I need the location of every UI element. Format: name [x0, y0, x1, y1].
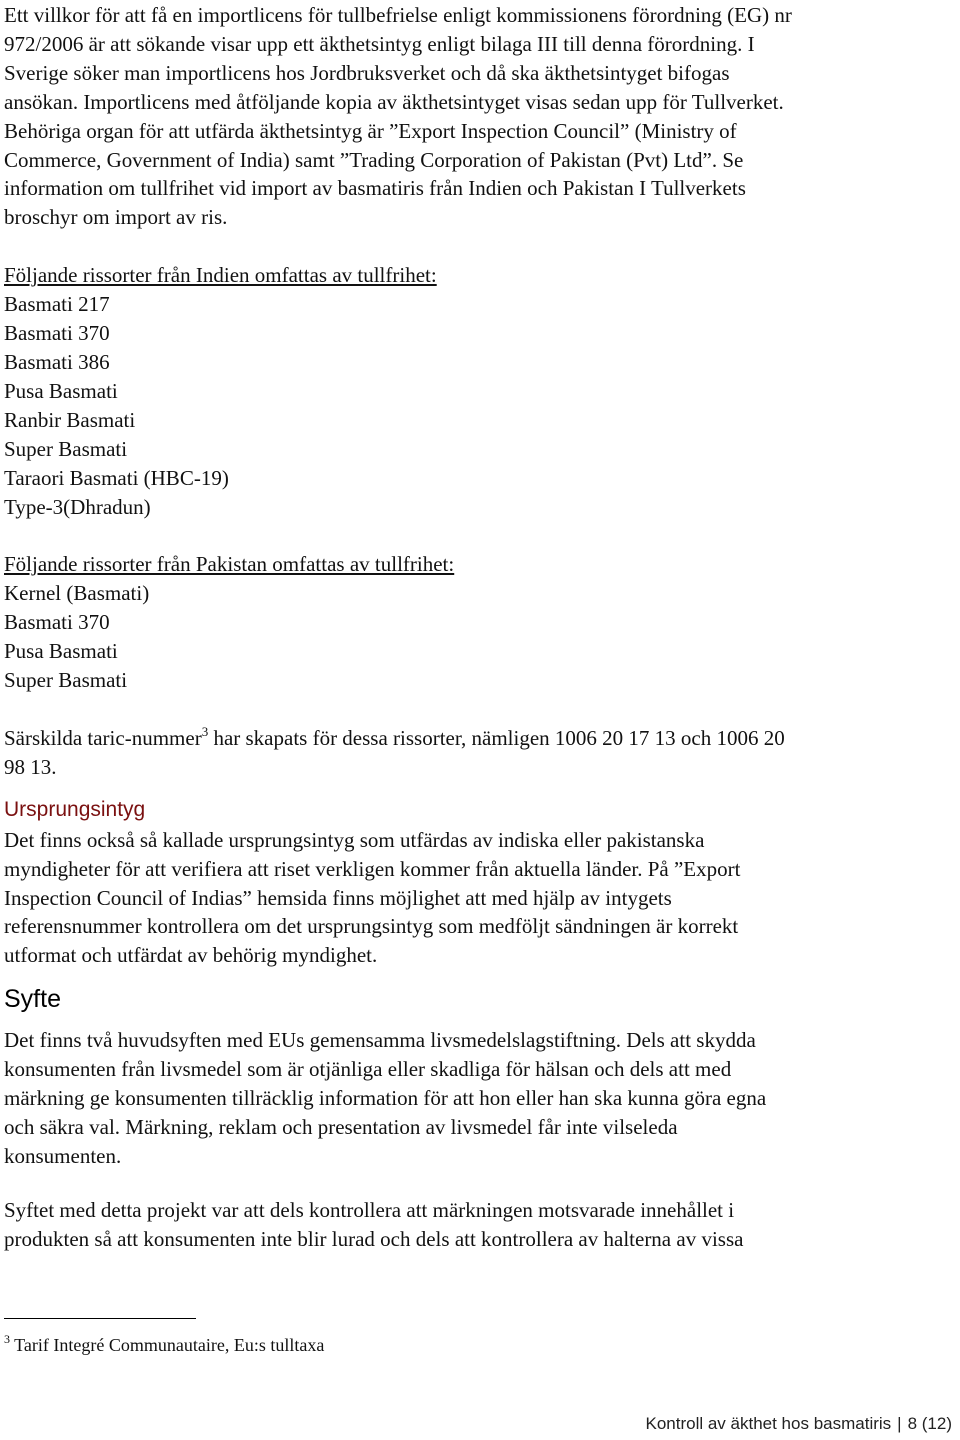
list-item: Ranbir Basmati [4, 407, 136, 432]
text-line: broschyr om import av ris. [4, 205, 228, 230]
footnote [4, 1333, 324, 1357]
ursprungsintyg-paragraph [4, 826, 949, 971]
pakistan-list-heading: Följande rissorter från Pakistan omfattas av tullfrihet: [4, 552, 455, 577]
text-line: Det finns två huvudsyften med EUs gemensamma livsmedelslagstiftning. Dels att skydda [4, 1028, 756, 1053]
text-line: Commerce, Government of India) samt ”Trading Corporation of Pakistan (Pvt) Ltd”. Se [4, 147, 744, 172]
footer-separator: | [897, 1414, 902, 1433]
list-item: Super Basmati [4, 436, 128, 461]
list-item: Basmati 386 [4, 349, 110, 374]
text-line: konsumenten. [4, 1143, 122, 1168]
intro-paragraph [4, 0, 949, 232]
section-heading-ursprungsintyg: Ursprungsintyg [4, 797, 146, 821]
list-item: Kernel (Basmati) [4, 581, 150, 606]
india-list-heading: Följande rissorter från Indien omfattas av tullfrihet: [4, 263, 437, 288]
text-line: Ett villkor för att få en importlicens för tullbefrielse enligt kommissionens förordning (EG) nr [4, 3, 792, 27]
taric-text: har skapats för dessa rissorter, nämligen 1006 20 17 13 och 1006 20 [208, 725, 785, 750]
text-line: 98 13. [4, 754, 57, 779]
text-line: Inspection Council of Indias” hemsida finns möjlighet att med hjälp av intygets [4, 885, 672, 910]
list-item: Super Basmati [4, 668, 128, 693]
pakistan-rice-list [4, 550, 949, 695]
footnote-divider [4, 1318, 196, 1319]
document-page [4, 0, 949, 1254]
text-line: märkning ge konsumenten tillräcklig information för att hon eller han ska kunna göra egna [4, 1086, 767, 1111]
text-line: 972/2006 är att sökande visar upp ett äkthetsintyg enligt bilaga III till denna förordning. I [4, 31, 755, 56]
text-line: utformat och utfärdat av behörig myndighet. [4, 943, 378, 968]
taric-paragraph [4, 724, 949, 782]
text-line: Det finns också så kallade ursprungsintyg som utfärdas av indiska eller pakistanska [4, 827, 705, 852]
text-line: Behöriga organ för att utfärda äkthetsintyg är ”Export Inspection Council” (Ministry of [4, 118, 737, 143]
taric-text: Särskilda taric-nummer [4, 725, 202, 750]
text-line: produkten så att konsumenten inte blir lurad och dels att kontrollera av halterna av vissa [4, 1226, 744, 1251]
page-number: 8 (12) [907, 1414, 952, 1433]
syfte-paragraph-2 [4, 1196, 949, 1254]
list-item: Basmati 370 [4, 321, 110, 346]
list-item: Taraori Basmati (HBC-19) [4, 465, 229, 490]
page-footer [645, 1413, 952, 1435]
list-item: Pusa Basmati [4, 378, 118, 403]
text-line: myndigheter för att verifiera att riset verkligen kommer från aktuella länder. På ”Export [4, 856, 741, 881]
text-line: ansökan. Importlicens med åtföljande kopia av äkthetsintyget visas sedan upp för Tullverket. [4, 89, 784, 114]
text-line: konsumenten från livsmedel som är otjänliga eller skadliga för hälsan och dels att med [4, 1057, 732, 1082]
text-line: information om tullfrihet vid import av basmatiris från Indien och Pakistan I Tullverkets [4, 176, 746, 201]
list-item: Basmati 217 [4, 292, 110, 317]
syfte-paragraph-1 [4, 1026, 949, 1171]
list-item: Pusa Basmati [4, 639, 118, 664]
text-line: referensnummer kontrollera om det ursprungsintyg som medföljt sändningen är korrekt [4, 914, 739, 939]
text-line [4, 724, 949, 753]
footnote-ref: 3 [201, 723, 209, 739]
text-line: Sverige söker man importlicens hos Jordbruksverket och då ska äkthetsintyget bifogas [4, 60, 730, 85]
list-item: Type-3(Dhradun) [4, 494, 151, 519]
footnote-text: Tarif Integré Communautaire, Eu:s tulltaxa [10, 1335, 325, 1355]
india-rice-list [4, 261, 949, 521]
text-line: och säkra val. Märkning, reklam och presentation av livsmedel får inte vilseleda [4, 1115, 678, 1139]
list-item: Basmati 370 [4, 610, 110, 635]
footnote-number: 3 [4, 1332, 10, 1346]
text-line: Syftet med detta projekt var att dels kontrollera att märkningen motsvarade innehållet i [4, 1197, 735, 1222]
section-heading-syfte: Syfte [4, 985, 61, 1014]
footer-title: Kontroll av äkthet hos basmatiris [645, 1414, 892, 1433]
